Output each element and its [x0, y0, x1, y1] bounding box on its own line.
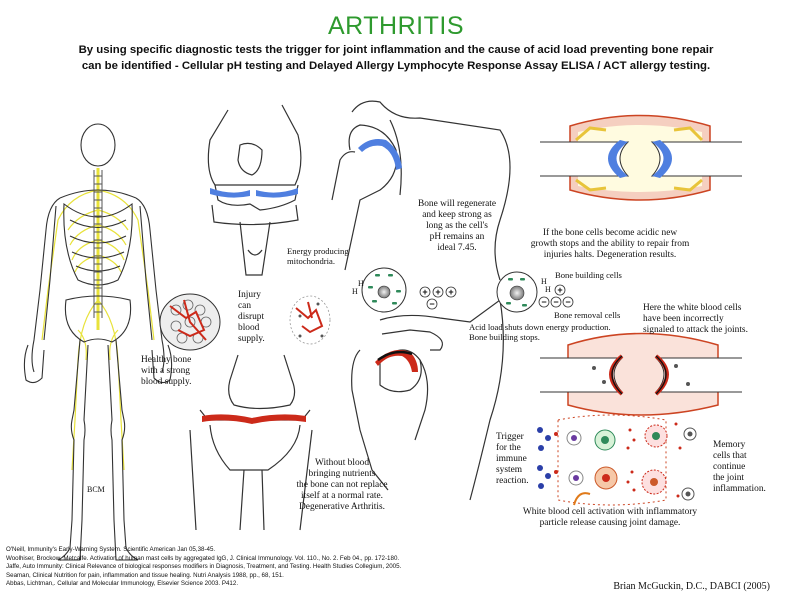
minus-2: −	[541, 297, 547, 307]
label-acid-load: Acid load shuts down energy production. Bone building stops.	[469, 322, 611, 342]
immune-reaction-diagram	[537, 415, 696, 505]
reference-item: Abbas, Lichtman,. Cellular and Molecular Immunology, Elsevier Science 2003. P412.	[6, 580, 239, 588]
subtitle-line-1: By using specific diagnostic tests the trigger for joint inflammation and the cause of acid load preventing bone repair	[78, 44, 714, 56]
h-ion-2: H	[352, 287, 358, 296]
label-without-blood: Without blood bringing nutrients the bone can not replace itself at a normal rate. Degenerative Arthritis.	[296, 458, 388, 512]
references-list	[6, 546, 401, 589]
label-activation: White blood cell activation with inflammatory particle release causing joint damage.	[522, 507, 698, 528]
plus-2: +	[435, 287, 441, 297]
reference-item: Jaffe, Auto Immunity: Clinical Relevance of biological responses modifiers in Diagnosis, Treatment, and Testing. Health Studies Collegium, 2005.	[6, 563, 402, 571]
page-title: ARTHRITIS	[328, 12, 464, 40]
minus-1: −	[429, 299, 435, 309]
label-memory: Memory cells that continue the joint inflammation.	[713, 440, 766, 494]
nervous-system	[42, 168, 154, 470]
label-white-cells: Here the white blood cells have been incorrectly signaled to attack the joints.	[643, 303, 748, 335]
h-ion-3: H	[541, 277, 547, 286]
subtitle-line-2: can be identified - Cellular pH testing and Delayed Allergy Lymphocyte Response Assay ELISA / ACT allergy testing.	[81, 60, 711, 72]
healthy-joint-diagram	[540, 116, 742, 201]
label-healthy-bone: Healthy bone with a strong blood supply.	[141, 355, 192, 387]
plus-1: +	[422, 287, 428, 297]
label-energy: Energy producing mitochondria.	[287, 246, 349, 266]
plus-4: +	[557, 285, 563, 295]
minus-4: −	[565, 297, 571, 307]
label-regenerate: Bone will regenerate and keep strong as long as the cell's pH remains an ideal 7.45.	[417, 199, 497, 253]
author-credit: Brian McGuckin, D.C., DABCI (2005)	[613, 581, 770, 592]
minus-3: −	[553, 297, 559, 307]
skeleton-figure	[24, 124, 171, 560]
knee-inflammation	[202, 414, 306, 424]
healthy-cell	[362, 268, 406, 312]
label-bone-building: Bone building cells	[555, 270, 622, 280]
acidic-cell	[497, 272, 537, 312]
h-ion-1: H	[358, 279, 364, 288]
inflamed-joint-diagram	[540, 334, 742, 416]
label-bone-removal: Bone removal cells	[554, 310, 621, 320]
shoulder-cartilage	[358, 139, 402, 170]
reference-item: O'Neill, Immunity's Early-Warning System. Scientific American Jan 05,38-45.	[6, 546, 216, 553]
knee-cartilage	[210, 188, 298, 198]
shoulder-joint	[332, 101, 510, 500]
h-ion-4: H	[545, 285, 551, 294]
reference-item: Seaman, Clinical Nutrition for pain, inflammation and tissue healing. Nutri Analysis 1988, pp., 68, 151.	[6, 571, 284, 579]
injured-bone-section	[290, 296, 330, 344]
reference-item: Woolhiser, Brockow, Metcalfe. Activation of human mast cells by aggregated IgG, J. Clinical Immunology. Vol. 110., No. 2. Feb 04., pp. 172-180.	[6, 554, 400, 562]
label-acidic: If the bone cells become acidic new growth stops and the ability to repair from injuries halts. Degeneration results.	[530, 228, 690, 260]
label-injury: Injury can disrupt blood supply.	[238, 290, 265, 344]
plus-3: +	[448, 287, 454, 297]
healthy-bone-section	[160, 294, 220, 350]
bcm-signature: BCM	[87, 485, 105, 494]
label-trigger: Trigger for the immune system reaction.	[496, 432, 529, 486]
